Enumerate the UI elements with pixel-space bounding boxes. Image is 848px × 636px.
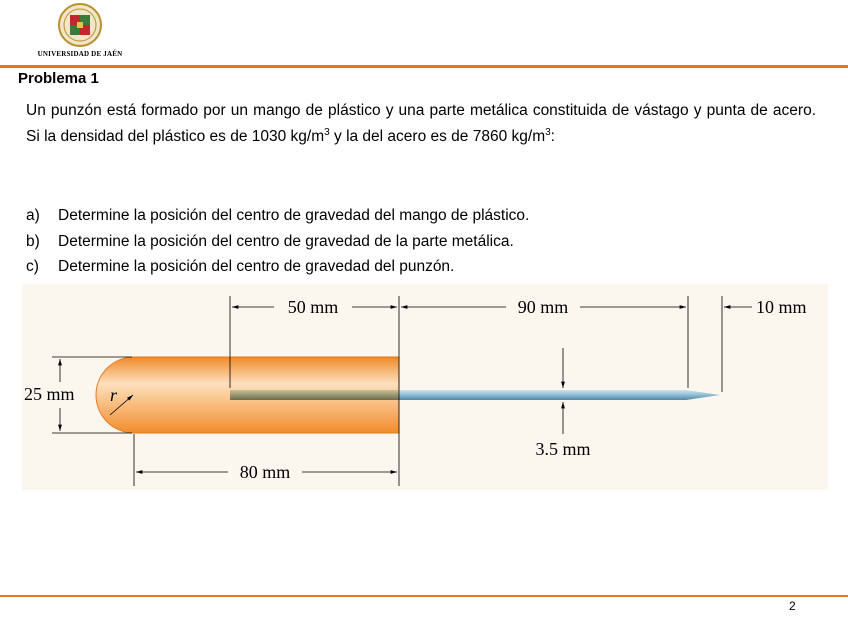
statement-superscript-2: 3 (545, 126, 551, 138)
question-item (26, 203, 529, 229)
question-label: b) (26, 232, 40, 250)
dim-handle-length-label: 80 mm (239, 462, 291, 482)
footer-rule (0, 595, 848, 597)
question-label: a) (26, 207, 40, 224)
question-label: c) (26, 258, 39, 275)
question-item (26, 229, 529, 255)
university-seal-icon (58, 2, 102, 48)
dim-tip-label: 10 mm (756, 297, 807, 317)
embedded-shaft (230, 390, 402, 400)
question-text: Determine la posición del centro de gravedad de la parte metálica. (58, 232, 514, 250)
header-rule (0, 65, 848, 68)
question-text: Determine la posición del centro de gravedad del punzón. (58, 258, 455, 275)
page-number: 2 (789, 599, 796, 613)
statement-part-3: : (550, 128, 555, 145)
steel-rod (399, 390, 686, 400)
radius-label: r (110, 385, 118, 405)
question-item (26, 254, 529, 280)
punch-diagram (22, 284, 828, 490)
university-name: UNIVERSIDAD DE JAÉN (37, 50, 123, 58)
dim-rod-label: 90 mm (517, 297, 569, 317)
university-logo (30, 2, 130, 66)
question-list (26, 203, 529, 280)
statement-superscript-1: 3 (324, 126, 330, 138)
statement-part-2: y la del acero es de 7860 kg/m (329, 128, 546, 145)
problem-statement (26, 98, 816, 150)
dim-rod-diameter-label: 3.5 mm (535, 439, 591, 459)
statement-part-1: Un punzón está formado por un mango de plástico y una parte metálica constituida de vástago y punta de acero. Si la densidad del plástico es de 1030 kg/m (26, 102, 816, 145)
dim-diameter-label: 25 mm (24, 384, 75, 404)
question-text: Determine la posición del centro de gravedad del mango de plástico. (58, 207, 530, 224)
problem-title: Problema 1 (18, 70, 99, 87)
dim-handle-rod-label: 50 mm (287, 297, 339, 317)
